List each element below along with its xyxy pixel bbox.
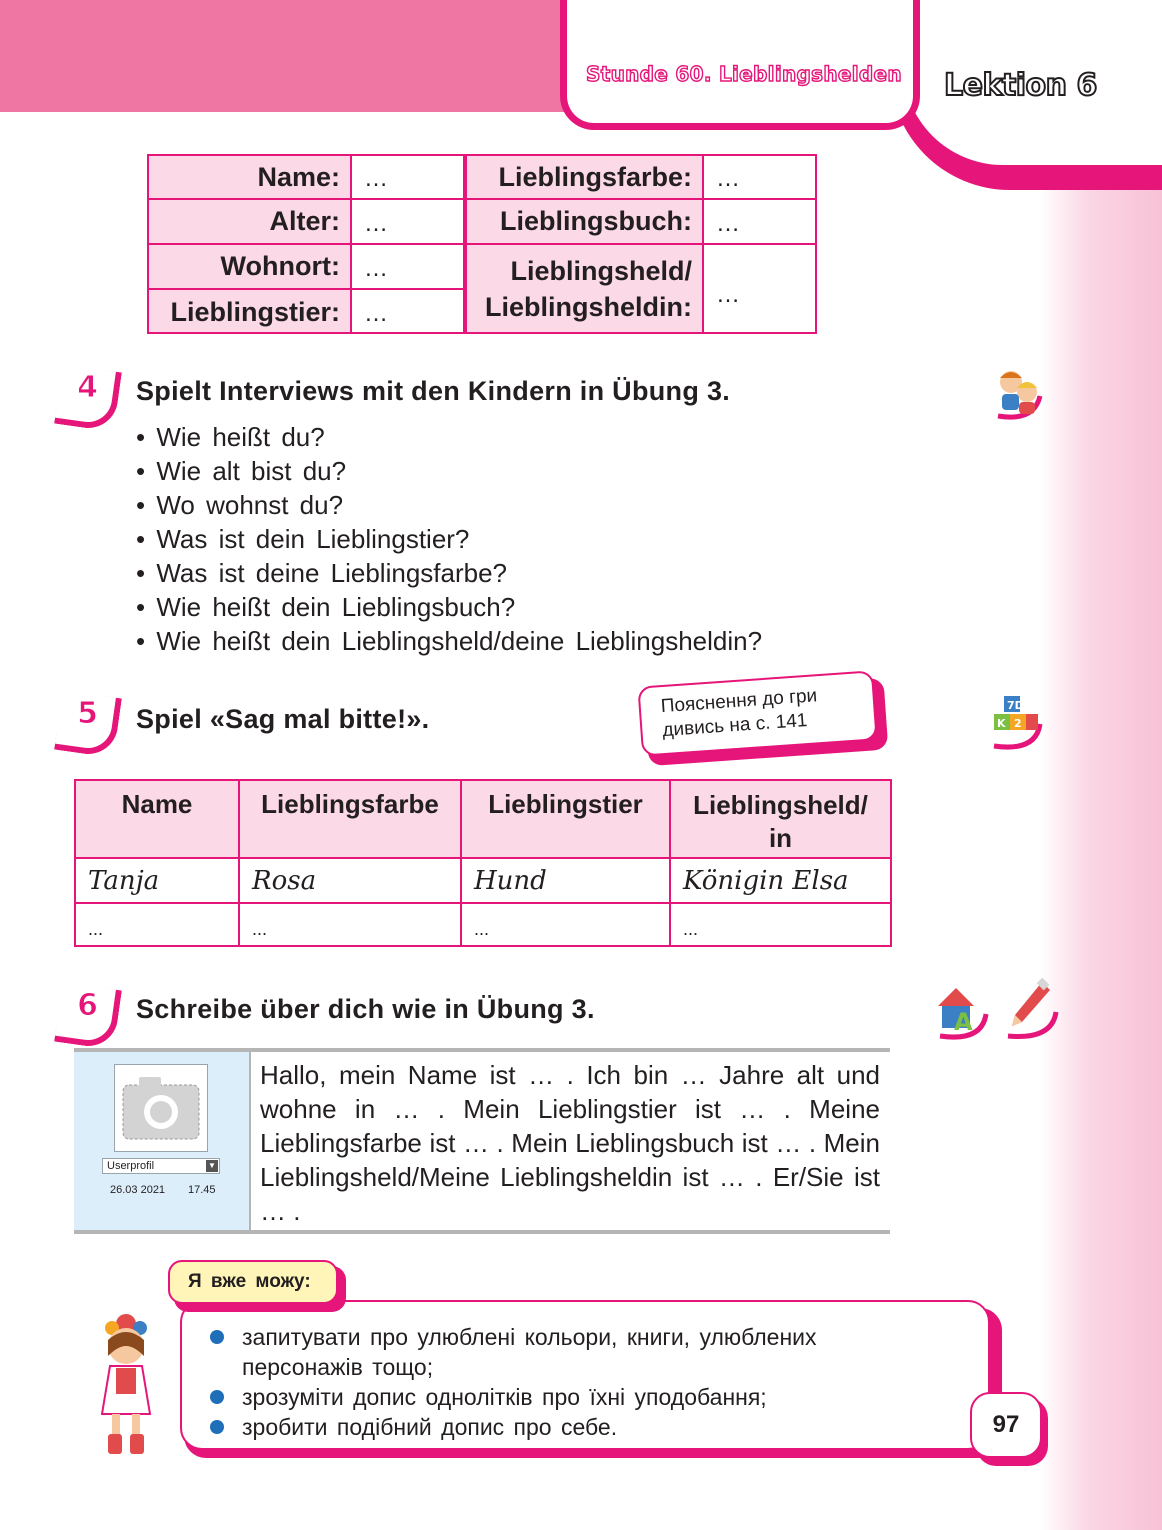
cell-label-wohnort: Wohnort: xyxy=(147,243,352,290)
question-1: • Wie heißt du? xyxy=(136,422,325,452)
exercise-5-title: Spiel «Sag mal bitte!». xyxy=(136,704,430,734)
unit-title: Lektion 6 xyxy=(944,68,1097,103)
cell-value-tier: … xyxy=(350,288,465,334)
question-2: • Wie alt bist du? xyxy=(136,456,347,486)
row2-tier: ... xyxy=(460,902,671,947)
game-note xyxy=(637,669,890,770)
summary-list xyxy=(210,1322,910,1442)
cell-label-name: Name: xyxy=(147,154,352,200)
header-tier: Lieblingstier xyxy=(460,779,671,859)
cell-value-wohnort: … xyxy=(350,243,465,290)
cell-label-buch: Lieblingsbuch: xyxy=(465,198,704,245)
bullet-icon xyxy=(210,1390,224,1404)
summary-item-2: зрозуміти допис однолітків про їхні уподобання; xyxy=(210,1382,910,1412)
header-band xyxy=(0,0,600,112)
cell-value-held: … xyxy=(702,243,817,334)
game-note-line1: Пояснення до гри xyxy=(660,685,818,718)
question-5: • Was ist deine Lieblingsfarbe? xyxy=(136,558,507,588)
page-number-badge xyxy=(970,1392,1042,1458)
girl-illustration xyxy=(86,1310,166,1460)
header-farbe: Lieblingsfarbe xyxy=(238,779,462,859)
game-note-line2: дивись на с. 141 xyxy=(661,710,809,742)
profile-select[interactable] xyxy=(102,1158,220,1174)
row2-name: ... xyxy=(74,902,240,947)
summary-item-1: запитувати про улюблені кольори, книги, улюблених персонажів тощо; xyxy=(210,1322,910,1382)
svg-text:7D: 7D xyxy=(1007,699,1024,712)
header-held: Lieblingsheld/ in xyxy=(669,779,892,859)
page-number: 97 xyxy=(992,1411,1020,1438)
pencil-icon xyxy=(1002,978,1060,1040)
blocks-game-icon xyxy=(990,694,1044,750)
dropdown-arrow-icon[interactable]: ▼ xyxy=(206,1160,218,1172)
bullet-icon xyxy=(210,1330,224,1344)
cell-value-name: … xyxy=(350,154,465,200)
question-7: • Wie heißt dein Lieblingsheld/deine Lieblingsheldin? xyxy=(136,626,763,656)
lesson-title: Stunde 60. Lieblingshelden xyxy=(586,62,902,86)
photo-placeholder xyxy=(114,1064,208,1152)
cell-label-held: Lieblingsheld/ Lieblingsheldin: xyxy=(465,243,704,334)
row1-farbe: Rosa xyxy=(238,857,462,904)
summary-item-3: зробити подібний допис про себе. xyxy=(210,1412,910,1442)
exercise-6-title: Schreibe über dich wie in Übung 3. xyxy=(136,994,595,1024)
cell-label-farbe: Lieblingsfarbe: xyxy=(465,154,704,200)
profile-date: 26.03 2021 xyxy=(110,1184,166,1196)
pair-work-icon xyxy=(994,366,1044,422)
question-4: • Was ist dein Lieblingstier? xyxy=(136,524,470,554)
exercise-6-number: 6 xyxy=(58,986,118,1046)
cell-label-alter: Alter: xyxy=(147,198,352,245)
summary-label: Я вже можу: xyxy=(168,1260,338,1304)
camera-icon xyxy=(115,1065,207,1151)
profile-card xyxy=(74,1048,890,1234)
exercise-4-title: Spielt Interviews mit den Kindern in Übung 3. xyxy=(136,376,731,406)
cell-value-alter: … xyxy=(350,198,465,245)
homework-icon xyxy=(934,982,990,1040)
profile-select-value: Userprofil xyxy=(107,1160,155,1172)
row1-tier: Hund xyxy=(460,857,671,904)
row2-held: ... xyxy=(669,902,892,947)
svg-text:K: K xyxy=(997,717,1006,730)
profile-text: Hallo, mein Name ist … . Ich bin … Jahre alt und wohne in … . Mein Lieblingstier ist … . Meine Lieblingsfarbe ist … . Mein Lieblingsbuch ist … . Mein Lieblingsheld/Meine Lieblingsheldin ist … . Er/Sie ist … . xyxy=(260,1060,880,1226)
exercise-4-number: 4 xyxy=(58,368,118,428)
bullet-icon xyxy=(210,1420,224,1434)
row2-farbe: ... xyxy=(238,902,462,947)
row1-name: Tanja xyxy=(74,857,240,904)
profile-time: 17.45 xyxy=(188,1184,216,1196)
question-3: • Wo wohnst du? xyxy=(136,490,344,520)
svg-text:A: A xyxy=(954,1008,973,1036)
svg-text:2: 2 xyxy=(1014,717,1022,730)
cell-value-farbe: … xyxy=(702,154,817,200)
row1-held: Königin Elsa xyxy=(669,857,892,904)
cell-value-buch: … xyxy=(702,198,817,245)
exercise-5-number: 5 xyxy=(58,694,118,754)
cell-label-tier: Lieblingstier: xyxy=(147,288,352,334)
page-edge-strip xyxy=(1040,150,1162,1530)
question-6: • Wie heißt dein Lieblingsbuch? xyxy=(136,592,516,622)
header-name: Name xyxy=(74,779,240,859)
